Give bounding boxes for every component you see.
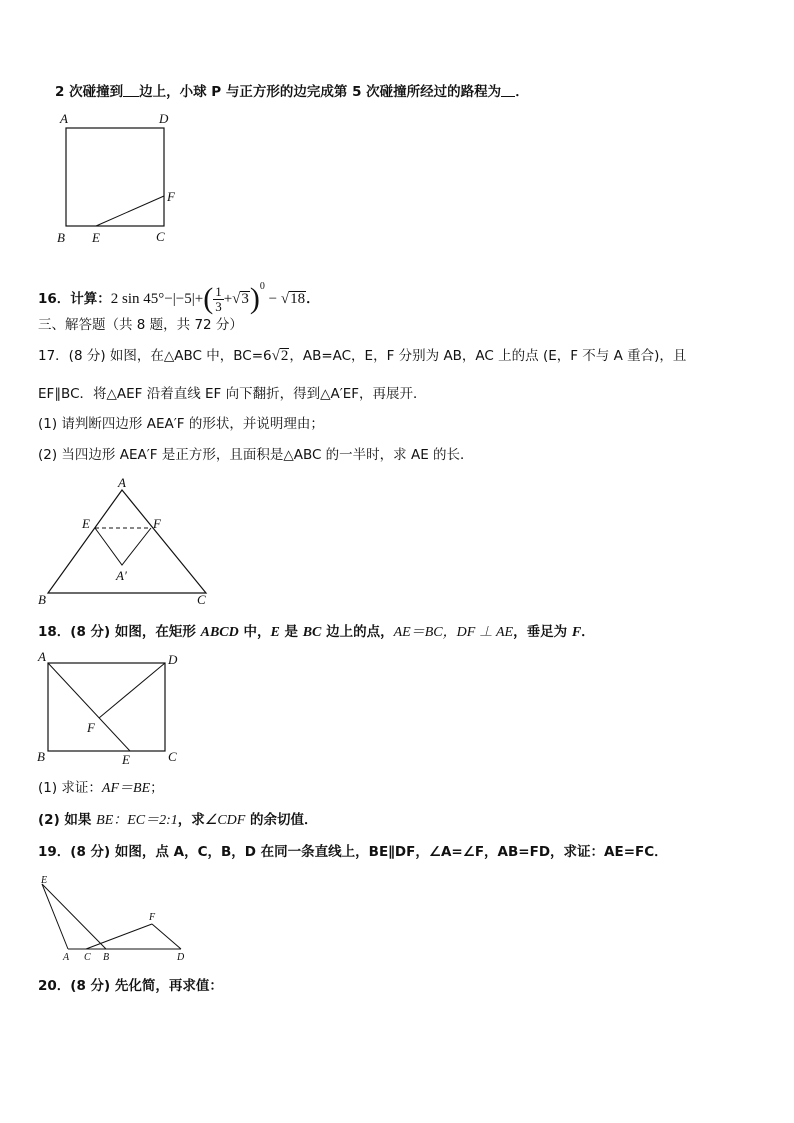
- q18-part-1: [38, 779, 164, 798]
- q16-sqrt18: 18: [290, 291, 306, 307]
- q16-left-paren: (: [203, 282, 214, 315]
- q18-part-2e: 的余切值．: [245, 812, 318, 828]
- q18-text-c: 中，: [238, 624, 271, 640]
- fig15-label-d: D: [159, 111, 169, 126]
- fig15-label-b: B: [57, 230, 65, 245]
- q16-minus: −: [264, 291, 281, 307]
- q16-exponent: 0: [259, 281, 265, 292]
- q18-text-h: AE＝BC，DF ⊥ AE: [393, 625, 514, 640]
- q18-part-1b: AF＝BE: [101, 781, 151, 796]
- q15-blank-2: [501, 83, 515, 97]
- fig18-rectangle-abcd: [48, 663, 165, 751]
- q18-text-i: ，垂足为: [513, 624, 572, 640]
- q17-sqrt-sign: √: [271, 348, 280, 364]
- fig18-label-d: D: [168, 652, 178, 667]
- q17-line-1b: ，AB=AC，E，F 分别为 AB，AC 上的点 (E，F 不与 A 重合)，且: [289, 348, 687, 364]
- q15-text-a: 2 次碰撞到: [55, 84, 124, 100]
- q16-end: ．: [306, 291, 320, 307]
- fig18-rectangle-diagram: [34, 650, 194, 770]
- q17-sqrt2: 2: [280, 348, 289, 364]
- q18-part-2d: ∠CDF: [204, 813, 246, 828]
- fig17-label-a: A: [118, 475, 126, 490]
- fig18-label-b: B: [37, 749, 45, 764]
- q16-denominator: 3: [215, 298, 222, 314]
- q18-part-2a: (2) 如果: [38, 812, 97, 828]
- fig18-segment-ae: [48, 663, 130, 751]
- fig18-label-f: F: [87, 720, 95, 735]
- q16-label: 16．计算：: [38, 291, 111, 307]
- q16-plus: +: [223, 291, 233, 307]
- fig18-segment-df: [99, 663, 165, 718]
- fig19-label-a: A: [63, 952, 70, 963]
- q15-blank-1: [123, 83, 139, 97]
- fig19-segment-cf: [86, 924, 152, 949]
- q16-sin: 2 sin 45°: [110, 291, 165, 307]
- q16-sqrt-sign-2: √: [280, 291, 290, 307]
- q18-part-2b: BE：EC＝2:1: [96, 813, 178, 828]
- fig19-label-c: C: [84, 952, 91, 963]
- q15-text-b: 边上，小球 P 与正方形的边完成第 5 次碰撞所经过的路程为: [139, 84, 502, 100]
- q16-text: [38, 272, 320, 315]
- fig15-path-ef: [96, 196, 164, 226]
- q18-text-k: ．: [581, 624, 595, 640]
- fig17-folded-triangle: [95, 528, 151, 565]
- fig19-triangles-diagram: [38, 872, 188, 962]
- fig19-segment-eb: [42, 884, 106, 949]
- q17-part-2: (2) 当四边形 AEA′F 是正方形，且面积是△ABC 的一半时，求 AE 的长．: [38, 447, 474, 463]
- q18-text-g: 边上的点，: [321, 624, 394, 640]
- fig15-label-a: A: [60, 111, 68, 126]
- fig19-segment-ea: [42, 884, 68, 949]
- q15-text-c: ．: [515, 84, 529, 100]
- fig17-label-a-prime: A′: [116, 568, 127, 583]
- q16-numerator: 1: [215, 283, 222, 299]
- fig17-triangle-abc: [48, 490, 206, 593]
- fig18-label-c: C: [168, 749, 177, 764]
- q17-line-2: EF∥BC．将△AEF 沿着直线 EF 向下翻折，得到△A′EF，再展开．: [38, 386, 427, 402]
- fig17-label-e: E: [82, 516, 90, 531]
- q16-fraction: [213, 285, 224, 314]
- q17-part-1: (1) 请判断四边形 AEA′F 的形状，并说明理由；: [38, 416, 324, 432]
- fig17-triangle-diagram: [34, 476, 224, 606]
- fig15-label-e: E: [92, 230, 100, 245]
- fig17-label-c: C: [197, 592, 206, 607]
- section-3-heading: 三、解答题（共 8 题，共 72 分）: [38, 317, 243, 333]
- fig18-label-a: A: [38, 649, 46, 664]
- q18-text-d: E: [270, 625, 280, 640]
- q18-text-e: 是: [279, 624, 303, 640]
- fig19-label-b: B: [103, 952, 110, 963]
- q17-line-1a: 17．(8 分) 如图，在△ABC 中，BC=6: [38, 348, 272, 364]
- q16-sqrt-sign: √: [232, 291, 241, 307]
- fig19-label-e: E: [41, 875, 48, 886]
- q16-sqrt3: 3: [241, 291, 249, 307]
- q18-text-j: F: [571, 625, 582, 640]
- q18-part-1a: (1) 求证：: [38, 780, 102, 796]
- q16-right-paren: ): [249, 282, 260, 315]
- q18-part-1c: ；: [150, 780, 164, 796]
- q18-text: [38, 623, 595, 642]
- fig17-label-b: B: [38, 592, 46, 607]
- fig17-label-f: F: [153, 516, 161, 531]
- q16-abs: −|−5|+: [164, 291, 204, 307]
- fig19-segment-fd: [152, 924, 181, 949]
- q15-text: [55, 83, 529, 101]
- fig15-label-c: C: [156, 229, 165, 244]
- fig15-square: [66, 128, 164, 226]
- q18-part-2c: ，求: [177, 812, 205, 828]
- q18-text-f: BC: [302, 625, 322, 640]
- q20-text: 20．(8 分) 先化简，再求值：: [38, 978, 223, 994]
- fig19-label-d: D: [177, 952, 185, 963]
- fig15-square-diagram: [50, 108, 190, 248]
- q17-line-1: [38, 347, 686, 365]
- fig15-label-f: F: [167, 189, 175, 204]
- q18-text-a: 18．(8 分) 如图，在矩形: [38, 624, 201, 640]
- fig18-label-e: E: [122, 752, 130, 767]
- fig19-label-f: F: [149, 912, 156, 923]
- q18-text-b: ABCD: [200, 625, 239, 640]
- q18-part-2: [38, 811, 318, 830]
- q19-text: 19．(8 分) 如图，点 A，C，B，D 在同一条直线上，BE∥DF，∠A=∠F，AB=FD，求证：AE=FC．: [38, 844, 668, 860]
